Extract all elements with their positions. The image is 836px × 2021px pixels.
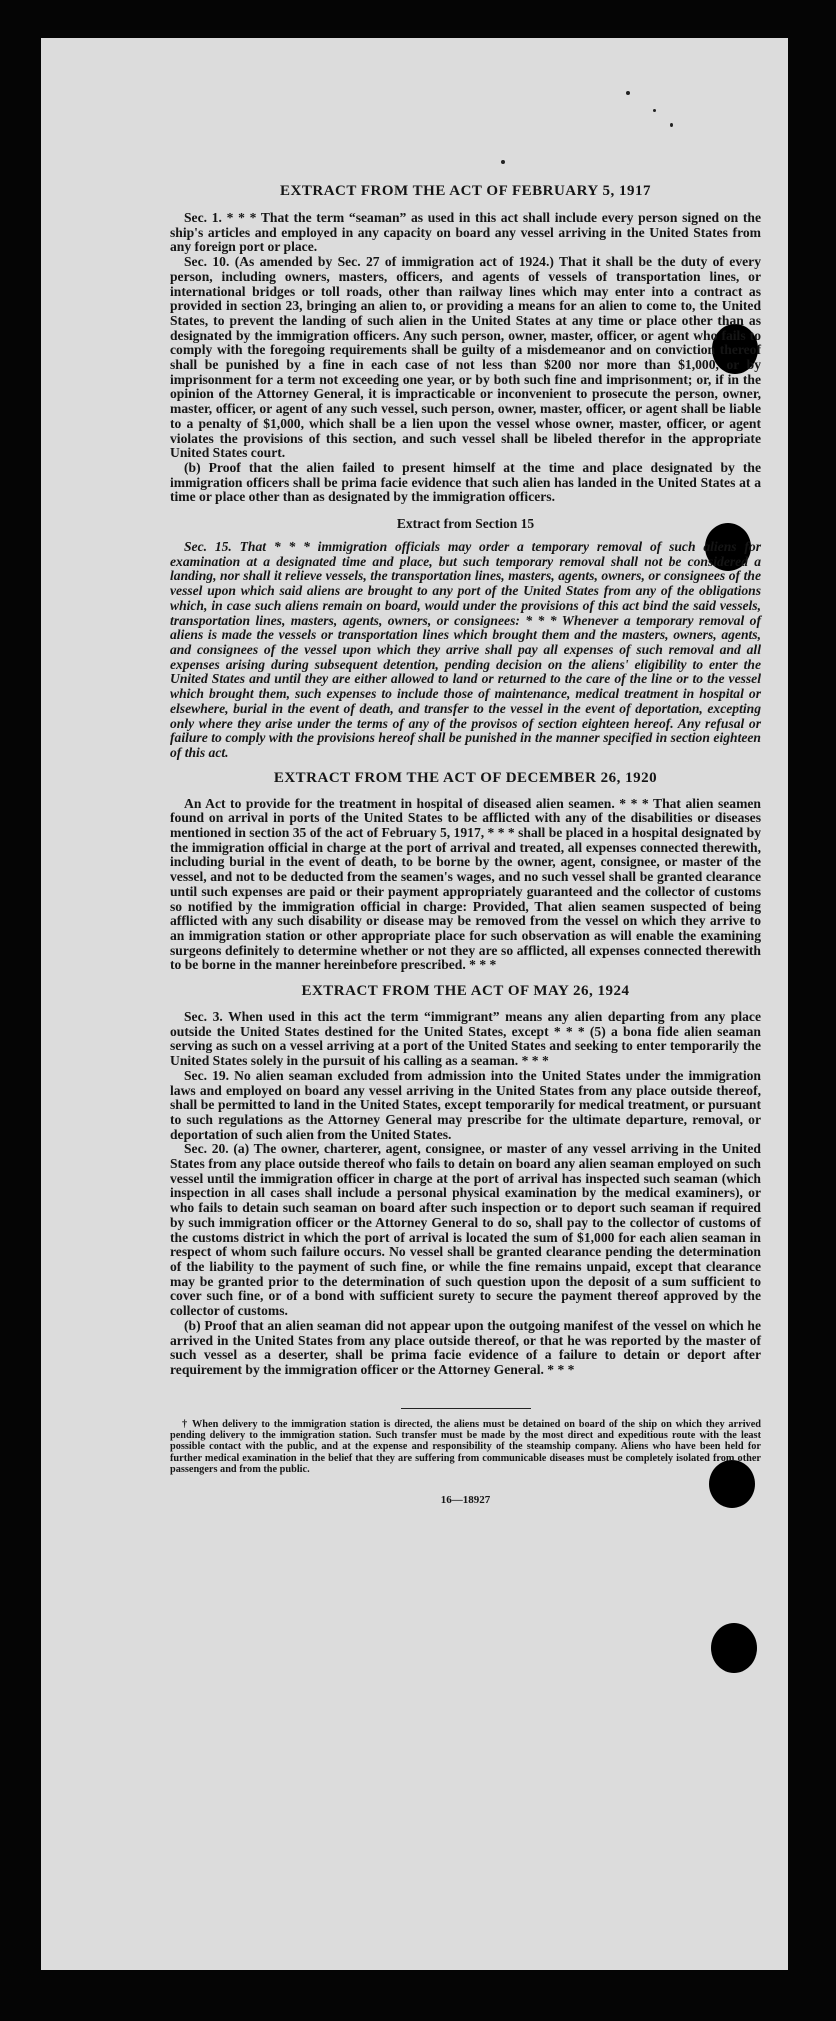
form-number: 16—18927	[440, 1493, 491, 1506]
heading-section-15: Extract from Section 15	[396, 516, 535, 532]
punch-hole	[711, 1623, 757, 1673]
heading-act-1920: EXTRACT FROM THE ACT OF DECEMBER 26, 1920	[273, 769, 658, 786]
document-text	[170, 38, 761, 1506]
footnote: † When delivery to the immigration station is directed, the aliens must be detained on board of the ship on which they arrived pending delivery to the immigration station. Such transfer must be made by the most direct and expeditious route with the least possible contact with the public, and at the expense and responsibility of the steamship company. Aliens who have been held for further medical examination in the belief that they are suffering from communicable diseases must be completely isolated from other passengers and from the public.	[170, 1418, 761, 1476]
document-page	[41, 38, 788, 1970]
paragraph-sec-1: Sec. 1. * * * That the term “seaman” as used in this act shall include every person signed on the ship's articles and employed in any capacity on board any vessel arriving in the United States from any foreign port or place.	[170, 210, 761, 255]
paragraph-sec-20-a: Sec. 20. (a) The owner, charterer, agent, consignee, or master of any vessel arriving in the United States from any place outside thereof who fails to detain on board any alien seaman employed on such vessel until the immigration officer in charge at the port of arrival has inspected such seaman (which inspection in all cases shall include a personal physical examination by the medical examiners), or who fails to detain such seaman on board after such inspection or to deport such seaman if required by such immigration officer or the Attorney General to do so, shall pay to the collector of customs of the customs district in which the port of arrival is located the sum of $1,000 for each alien seaman in respect of whom such failure occurs. No vessel shall be granted clearance pending the determination of the liability to the payment of such fine, or while the fine remains unpaid, except that clearance may be granted prior to the determination of such question upon the deposit of a sum sufficient to cover such fine, or of a bond with sufficient surety to secure the payment thereof approved by the collector of customs.	[170, 1141, 761, 1319]
paragraph-act-1920: An Act to provide for the treatment in hospital of diseased alien seamen. * * * That alien seamen found on arrival in ports of the United States to be afflicted with any of the disabilities or diseases mentioned in section 35 of the act of February 5, 1917, * * * shall be placed in a hospital designated by the immigration official in charge at the port of arrival and treated, all expenses connected therewith, including burial in the event of death, to be borne by the owner, agent, consignee, or master of the vessel, and not to be deducted from the seamen's wages, and no such vessel shall be granted clearance until such expenses are paid or their payment appropriately guaranteed and the collector of customs so notified by the immigration official in charge: Provided, That alien seamen suspected of being afflicted with any such disability or disease may be removed from the vessel on which they arrive to an immigration station or other appropriate place for such observation as will enable the examining surgeons definitely to determine whether or not they are so afflicted, all expenses connected therewith to be borne in the manner hereinbefore prescribed. * * *	[170, 795, 761, 973]
paragraph-sec-10: Sec. 10. (As amended by Sec. 27 of immigration act of 1924.) That it shall be the duty of every person, including owners, masters, officers, and agents of vessels of transportation lines, or international bridges or toll roads, other than railway lines which may enter into a contract as provided in section 23, bringing an alien to, or providing a means for an alien to come to, the United States, to prevent the landing of such alien in the United States at any time or place other than as designated by the immigration officers. Any such person, owner, master, officer, or agent who fails to comply with the foregoing requirements shall be guilty of a misdemeanor and on conviction thereof shall be punished by a fine in each case of not less than $200 nor more than $1,000, or by imprisonment for a term not exceeding one year, or by both such fine and imprisonment; or, if in the opinion of the Attorney General, it is impracticable or inconvenient to prosecute the person, owner, master, officer, or agent of any such vessel, such person, owner, master, officer, or agent shall be liable to a penalty of $1,000, which shall be a lien upon the vessel whose owner, master, officer, or agent violates the provisions of this section, and such vessel shall be libeled therefor in the appropriate United States court.	[170, 254, 761, 461]
paragraph-sec-10-b: (b) Proof that the alien failed to present himself at the time and place designated by the immigration officers shall be prima facie evidence that such alien has landed in the United States at a time or place other than as designated by the immigration officers.	[170, 459, 761, 505]
heading-act-1924: EXTRACT FROM THE ACT OF MAY 26, 1924	[301, 983, 630, 1000]
paragraph-sec-3: Sec. 3. When used in this act the term “immigrant” means any alien departing from any place outside the United States destined for the United States, except * * * (5) a bona fide alien seaman serving as such on a vessel arriving at a port of the United States and seeking to enter temporarily the United States solely in the pursuit of his calling as a seaman. * * *	[170, 1009, 761, 1069]
paragraph-sec-20-b: (b) Proof that an alien seaman did not appear upon the outgoing manifest of the vessel on which he arrived in the United States from any place outside thereof, or that he was reported by the master of such vessel as a deserter, shall be prima facie evidence of a failure to detain or deport after requirement by the immigration officer or the Attorney General. * * *	[170, 1317, 761, 1377]
heading-act-1917: EXTRACT FROM THE ACT OF FEBRUARY 5, 1917	[280, 183, 651, 199]
paragraph-sec-19: Sec. 19. No alien seaman excluded from admission into the United States under the immigration laws and employed on board any vessel arriving in the United States from any place outside thereof, shall be permitted to land in the United States, except temporarily for medical treatment, or pursuant to such regulations as the Attorney General may prescribe for the ultimate departure, removal, or deportation of such alien from the United States.	[170, 1067, 761, 1142]
paragraph-sec-15: Sec. 15. That * * * immigration officials may order a temporary removal of such aliens for examination at a designated time and place, but such temporary removal shall not be considered a landing, nor shall it relieve vessels, the transportation lines, masters, agents, owners, or consignees of the vessel upon which said aliens are brought to any port of the United States from any of the obligations which, in case such aliens remain on board, would under the provisions of this act bind the said vessels, transportation lines, masters, agents, owners, or consignees: * * * Whenever a temporary removal of aliens is made the vessels or transportation lines which brought them and the masters, owners, agents, and consignees of the vessel upon which they arrive shall pay all expenses of such removal and all expenses arising during subsequent detention, pending decision on the aliens' eligibility to enter the United States and until they are either allowed to land or returned to the care of the line or to the vessel which brought them, such expenses to include those of maintenance, medical treatment in hospital or elsewhere, burial in the event of death, and transfer to the vessel in the event of deportation, excepting only where they arise under the terms of any of the provisos of section eighteen hereof. Any refusal or failure to comply with the provisions hereof shall be punished in the manner specified in section eighteen of this act.	[170, 539, 761, 760]
